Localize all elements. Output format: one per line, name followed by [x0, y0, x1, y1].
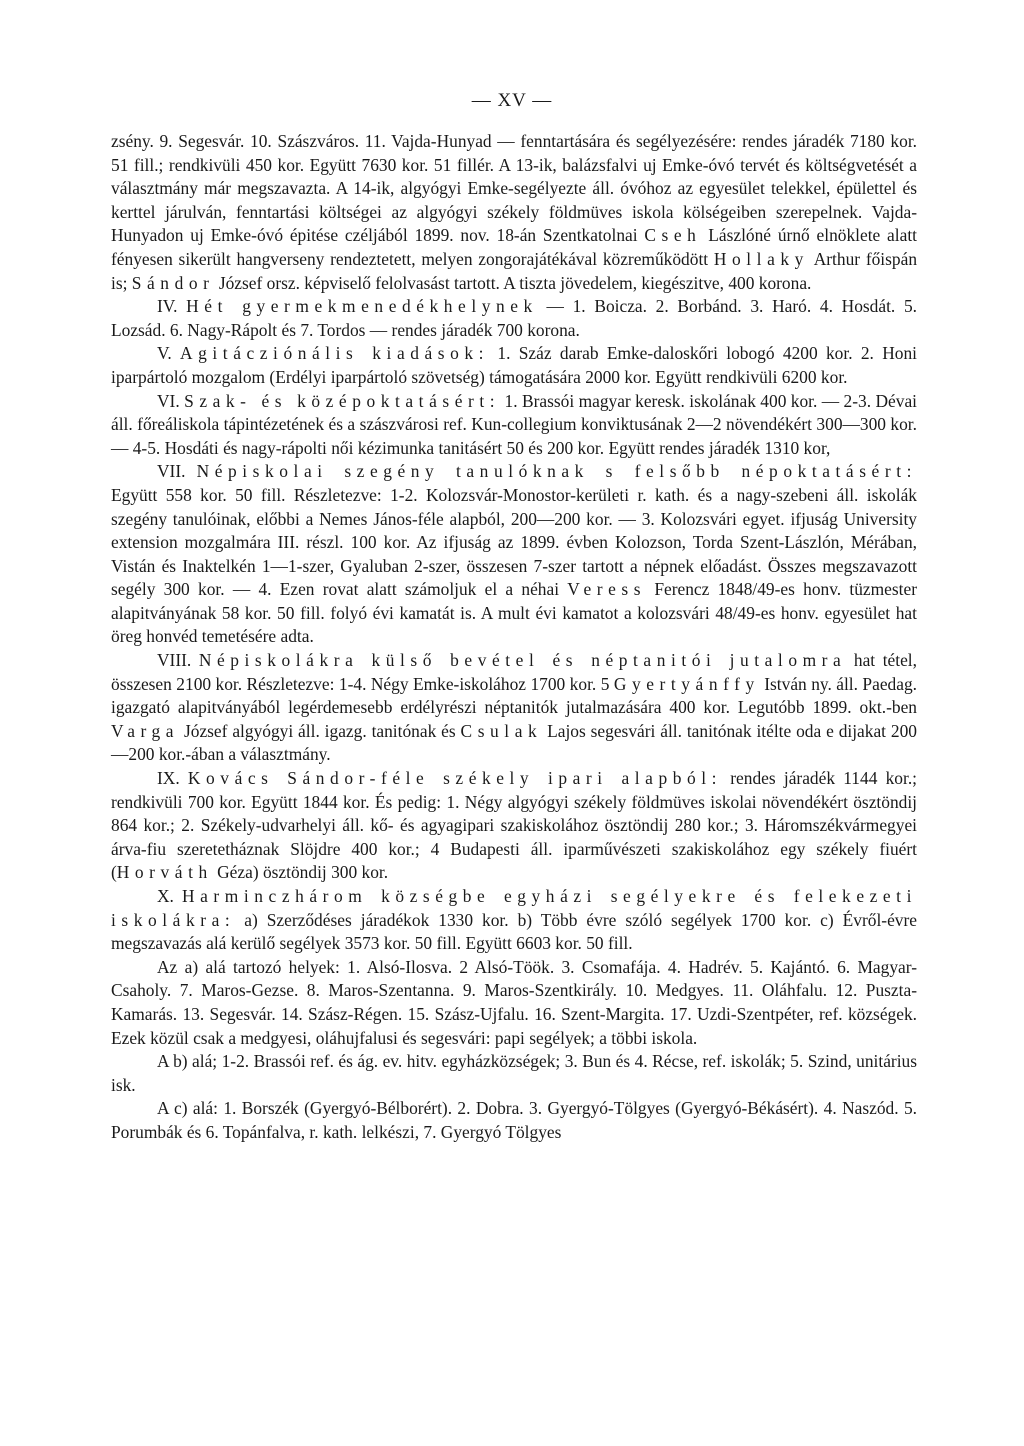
page-number: — XV — [471, 90, 553, 111]
paragraph-text: István ny. áll. Paedag. igazgató alapitványából legérdemesebb erdélyrészi néptanitók jutalmazására 400 kor. Legutóbb 1899. okt.-ben [111, 673, 918, 718]
paragraph-text: VII. [157, 461, 197, 482]
paragraph [111, 390, 917, 461]
paragraph-text: hat tétel, összesen 2100 kor. Részletezve: 1-4. Négy Emke-iskolához 1700 kor. 5 [111, 650, 917, 694]
paragraph-text: József algyógyi áll. igazg. tanitónak és [179, 720, 461, 741]
paragraph [111, 956, 917, 1050]
paragraph [111, 885, 917, 956]
paragraph-text: zsény. 9. Segesvár. 10. Szászváros. 11. Vajda-Hunyad — fenntartására és segélyezésére: rendes járadék 7180 kor. 51 fill.; rendkivüli 450 kor. Együtt 7630 kor. 51 fillér. A 13-ik, balázsfalvi uj Emke-óvó tervét és költségvetését a választmány már megszavazta. A 14-ik, algyógyi Emke-segélyezte áll. óvóhoz az egyesület telekkel, épülettel és kerttel járulván, fenntartási költségei az algyógyi székely földmüves iskola kölségeiben szerepelnek. Vajda-Hunyadon uj Emke-óvó épitése czéljából 1899. nov. 18-án Szentkatolnai [111, 131, 917, 246]
spaced-emphasis-text: Szak- és középoktatásért: [184, 390, 501, 411]
paragraph-text: Lajos segesvári áll. tanitónak itélte oda e dijakat 200—200 kor.-ában a választmány. [111, 720, 917, 765]
spaced-emphasis-text: Hollaky [713, 248, 809, 269]
paragraph-text: Ferencz 1848/49-es honv. tüzmester alapitványának 58 kor. 50 fill. folyó évi kamatát is. A mult évi kamatot a kolozsvári 48/49-es honv. egyesület hat öreg honvéd temetésére adta. [111, 579, 917, 647]
paragraph [111, 1050, 917, 1097]
paragraph-text: Géza) ösztöndij 300 kor. [212, 862, 389, 883]
paragraph [111, 342, 917, 389]
paragraph-text: VIII. [157, 650, 199, 671]
paragraph-text: — 1. Boicza. 2. Borbánd. 3. Haró. 4. Hosdát. 5. Lozsád. 6. Nagy-Rápolt és 7. Tordos — rendes járadék 700 korona. [111, 296, 917, 340]
spaced-emphasis-text: Horváth [116, 862, 213, 883]
paragraph-text: 1. Brassói magyar keresk. iskolának 400 kor. — 2-3. Dévai áll. főreáliskola tápintézetének és a szászvárosi ref. Kun-collegium konviktusának 2—2 növendékért 300—300 kor. — 4-5. Hosdáti és nagy-rápolti női kézimunka tanitásért 50 és 200 kor. Együtt rendes járadék 1310 kor, [111, 390, 918, 458]
spaced-emphasis-text: Gyertyánffy [613, 673, 760, 694]
paragraph [111, 767, 917, 885]
paragraph-text: Az a) alá tartozó helyek: 1. Alsó-Ilosva. 2 Alsó-Töök. 3. Csomafája. 4. Hadrév. 5. Kajántó. 6. Magyar-Csaholy. 7. Maros-Gezse. 8. Maros-Szentanna. 9. Maros-Szentkirály. 10. Medgyes. 11. Oláhfalu. 12. Puszta-Kamarás. 13. Segesvár. 14. Szász-Régen. 15. Szász-Ujfalu. 16. Szent-Margita. 17. Uzdi-Szentpéter, ref. községek. Ezek közül csak a medgyesi, oláhujfalusi és segesvári: papi segélyek; a többi iskola. [111, 956, 917, 1048]
paragraph-text: rendes járadék 1144 kor.; rendkivüli 700 kor. Együtt 1844 kor. És pedig: 1. Négy algyógyi székely földmüves iskolai növendékért ösztöndij 864 kor.; 2. Székely-udvarhelyi áll. kő- és agyagipari szakiskolához ösztöndij 280 kor.; 3. Háromszékvármegyei árva-fiu szeretetháznak Slöjdre 400 kor.; 4 Budapesti áll. iparművészeti szakiskolához egy székely fiuért ( [111, 768, 918, 883]
paragraph-text: X. [157, 886, 183, 906]
paragraph-text: V. [157, 343, 180, 364]
spaced-emphasis-text: Agitácziónális kiadások: [180, 343, 490, 364]
spaced-emphasis-text: Sándor [131, 272, 215, 293]
spaced-emphasis-text: Kovács Sándor-féle székely ipari alapból: [187, 768, 723, 789]
spaced-emphasis-text: Hét gyermekmenedékhelynek [186, 296, 538, 317]
paragraph-text: IV. [157, 296, 187, 317]
body-text [111, 130, 917, 1145]
paragraph-text: A c) alá: 1. Borszék (Gyergyó-Bélborért). 2. Dobra. 3. Gyergyó-Tölgyes (Gyergyó-Békásért). 4. Naszód. 5. Porumbák és 6. Topánfalva, r. kath. lelkészi, 7. Gyergyó Tölgyes [111, 1098, 917, 1142]
paragraph-text: A b) alá; 1-2. Brassói ref. és ág. ev. hitv. egyházközségek; 3. Bun és 4. Récse, ref. iskolák; 5. Szind, unitárius isk. [111, 1051, 917, 1095]
paragraph-text: VI. [157, 390, 185, 411]
spaced-emphasis-text: Veress [567, 579, 647, 600]
spaced-emphasis-text: Harminczhárom községbe egyházi segélyekre és felekezeti iskolákra: [111, 886, 917, 930]
paragraph-text: Arthur főispán is; [111, 248, 918, 293]
spaced-emphasis-text: Csulak [460, 720, 543, 741]
paragraph [111, 1097, 917, 1144]
spaced-emphasis-text: Népiskolákra külső bevétel és néptanitói jutalomra [198, 650, 847, 671]
paragraph-text: Lászlóné úrnő elnöklete alatt fényesen sikerült hangverseny rendeztetett, melyen zongorajátékával közreműködött [111, 225, 917, 269]
paragraph [111, 649, 917, 767]
paragraph-text: 1. Száz darab Emke-daloskőri lobogó 4200 kor. 2. Honi iparpártoló mozgalom (Erdélyi iparpártoló szövetség) támogatására 2000 kor. Együtt rendkivüli 6200 kor. [111, 343, 918, 387]
paragraph-text: IX. [157, 768, 188, 789]
paragraph-text: Együtt 558 kor. 50 fill. Részletezve: 1-2. Kolozsvár-Monostor-kerületi r. kath. és a nagy-szebeni áll. iskolák szegény tanulóinak, előbbi a Nemes János-féle alapból, 200—200 kor. — 3. Kolozsvári egyet. ifjuság University extension mozgalmára III. részl. 100 kor. Az ifjuság az 1899. évben Kolozson, Torda Szent-Lászlón, Mérában, Vistán és Inaktelkén 1—1-szer, Gyaluban 2-szer, összesen 7-szer tartott a népnek előadást. Összes megszavazott segély 300 kor. — 4. Ezen rovat alatt számoljuk el a néhai [111, 484, 917, 600]
paragraph [111, 460, 917, 649]
spaced-emphasis-text: Varga [111, 720, 180, 741]
paragraph [111, 130, 917, 295]
paragraph-text: a) Szerződéses járadékok 1330 kor. b) Több évre szóló segélyek 1700 kor. c) Évről-évre megszavazás alá kerülő segélyek 3573 kor. 50 fill. Együtt 6603 kor. 50 fill. [111, 909, 917, 954]
paragraph [111, 295, 917, 342]
paragraph-text: József orsz. képviselő felolvasást tartott. A tiszta jövedelem, kiegészitve, 400 korona. [214, 272, 812, 293]
spaced-emphasis-text: Népiskolai szegény tanulóknak s felsőbb népoktatásért: [196, 461, 917, 482]
spaced-emphasis-text: Cseh [644, 225, 702, 246]
